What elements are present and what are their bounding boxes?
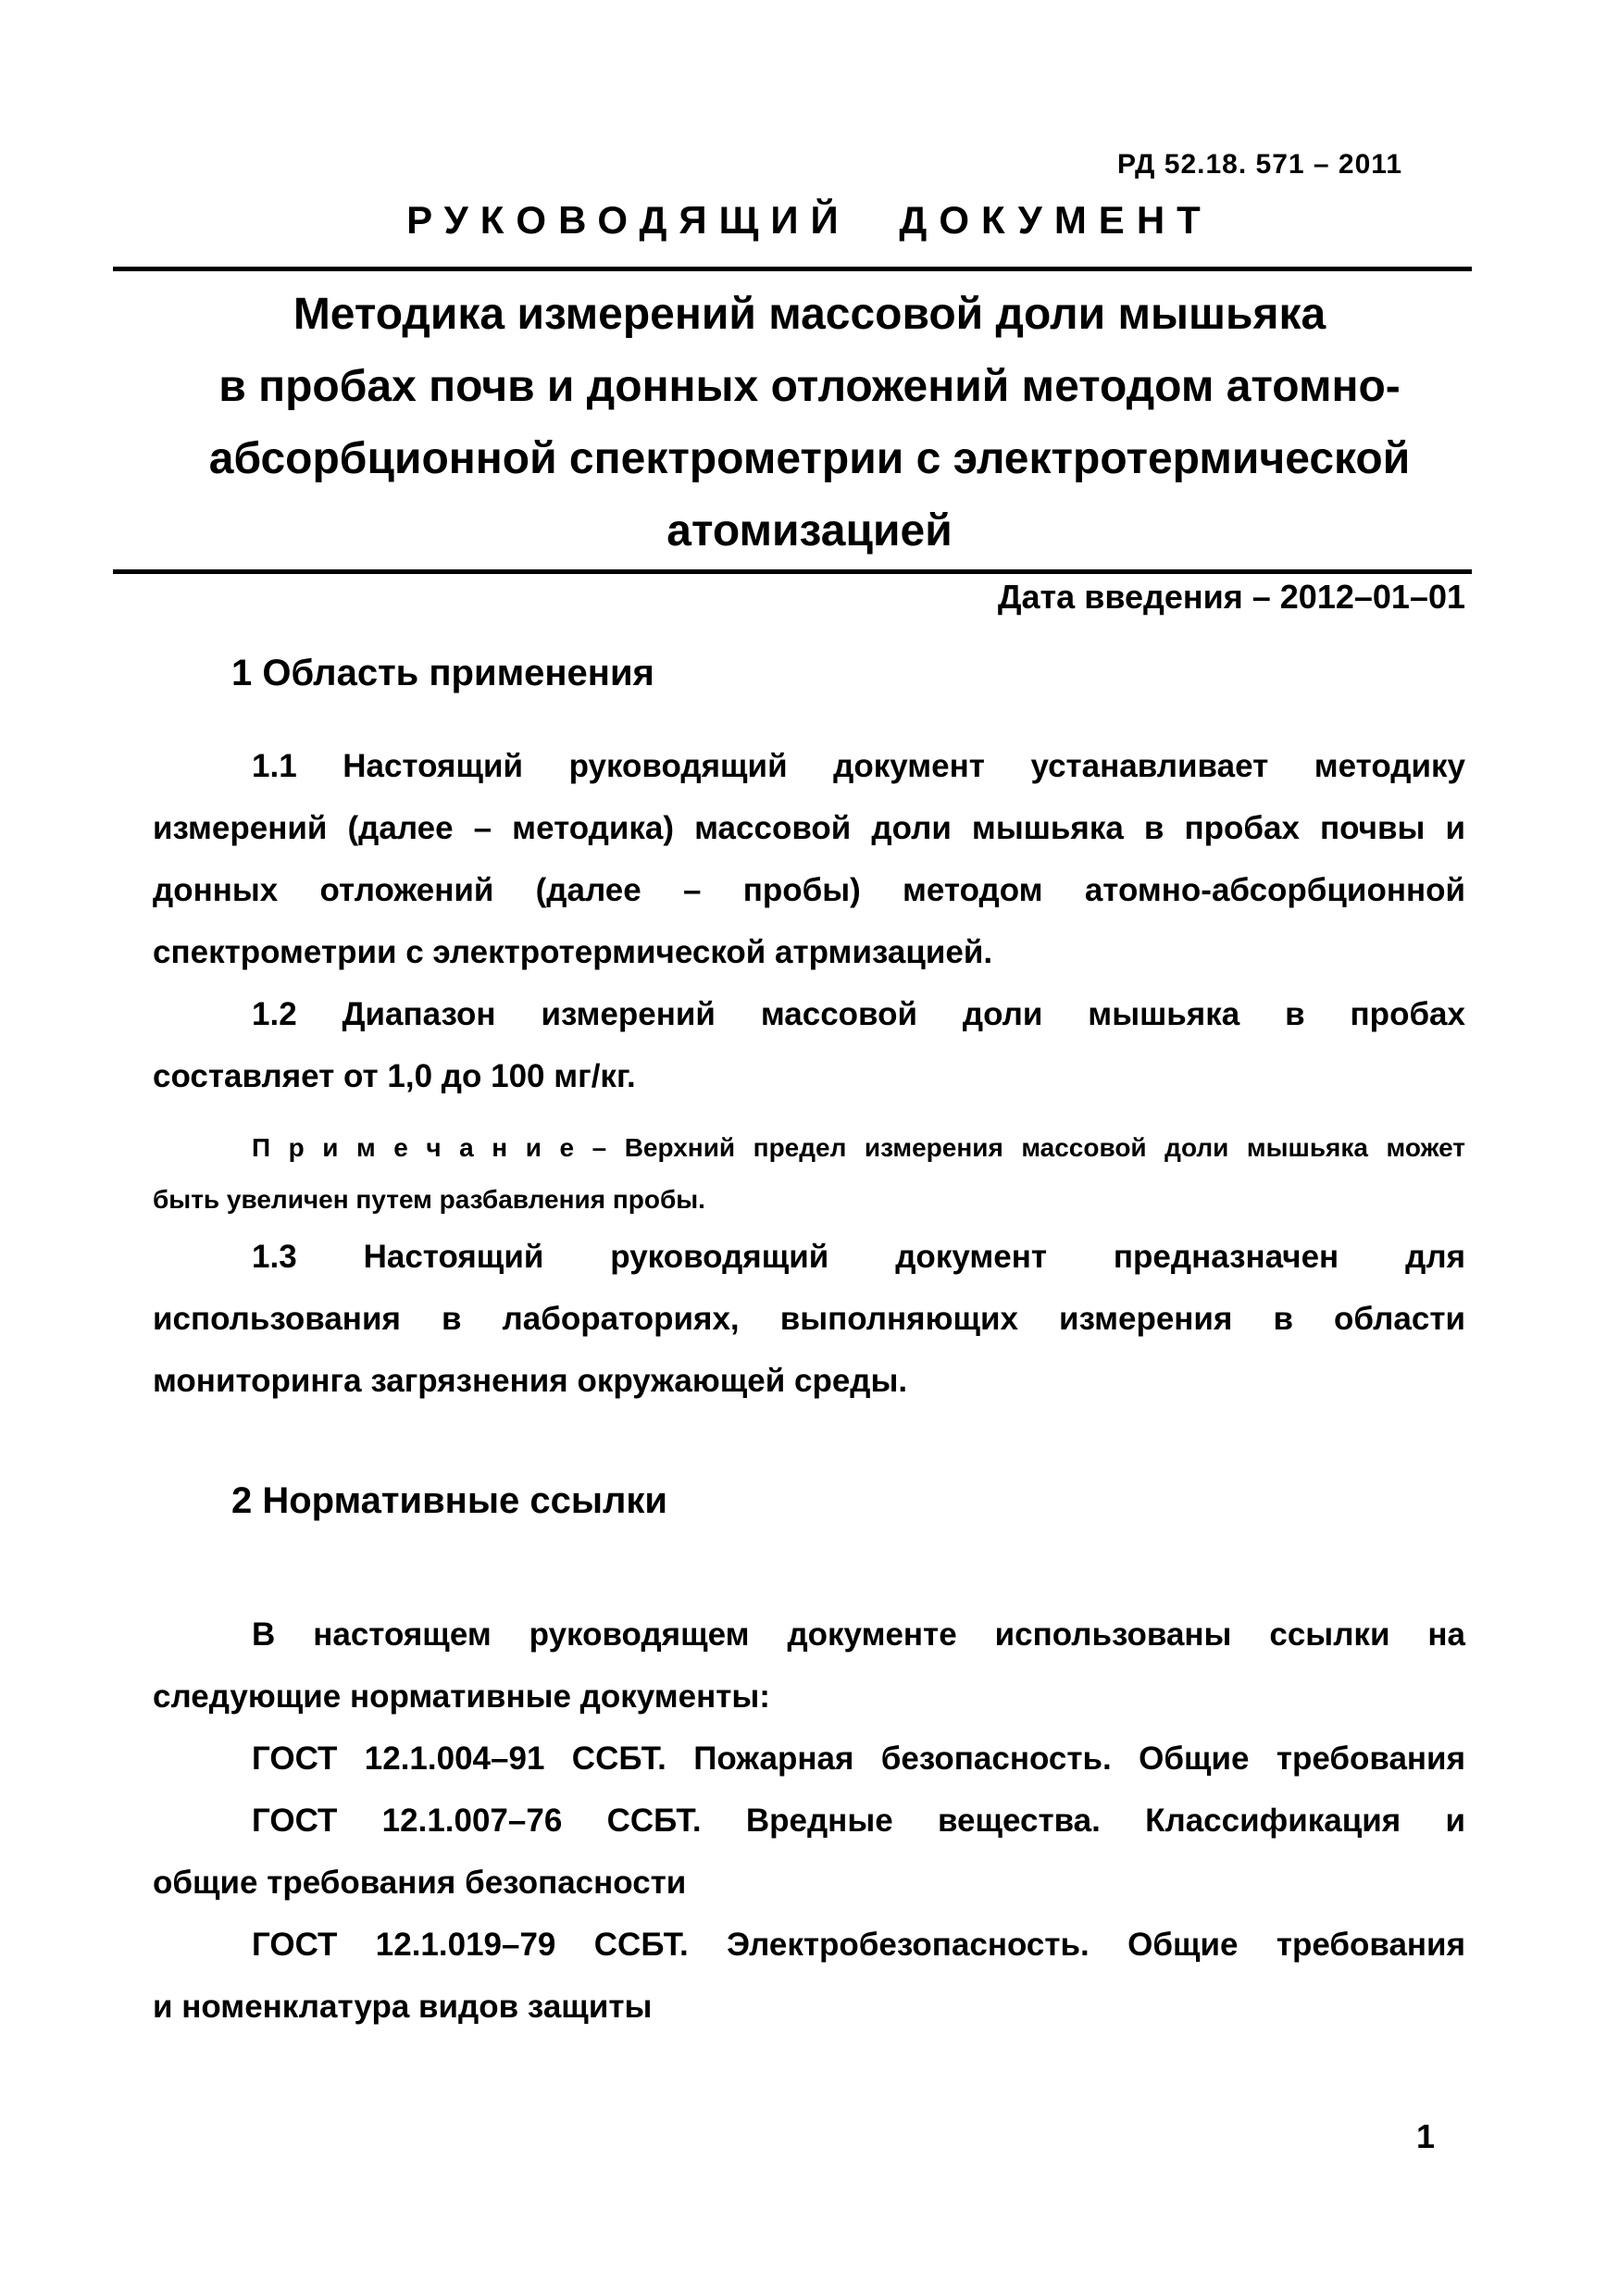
paragraph-1-2: [153, 983, 1465, 1107]
note-paragraph: [153, 1122, 1465, 1226]
paragraph-1-1: [153, 735, 1465, 983]
paragraph-line: 1.2 Диапазон измерений массовой доли мышьяка в пробах: [252, 996, 1465, 1032]
paragraph-line: мониторинга загрязнения окружающей среды.: [153, 1363, 908, 1399]
paragraph-line: В настоящем руководящем документе использованы ссылки на: [252, 1616, 1465, 1653]
paragraph-line: спектрометрии с электротермической атрмизацией.: [153, 934, 993, 970]
note-line: П р и м е ч а н и е – Верхний предел измерения массовой доли мышьяка может: [252, 1133, 1465, 1162]
document-title: [0, 279, 1619, 568]
title-line: абсорбционной спектрометрии с электротермической: [208, 434, 1411, 483]
paragraph-line: и номенклатура видов защиты: [153, 1989, 653, 2025]
references-intro-paragraph: [153, 1603, 1465, 1728]
effective-date: Дата введения – 2012–01–01: [997, 578, 1465, 616]
paragraph-line: донных отложений (далее – пробы) методом атомно-абсорбционной: [153, 872, 1465, 908]
page-number: 1: [1415, 2117, 1435, 2155]
doc-code: РД 52.18. 571 – 2011: [1116, 149, 1402, 180]
note-line: быть увеличен путем разбавления пробы.: [153, 1185, 705, 1214]
title-line: в пробах почв и донных отложений методом атомно-: [218, 362, 1401, 411]
paragraph-line: следующие нормативные документы:: [153, 1678, 770, 1715]
gost-reference-item: [153, 1728, 1465, 1790]
horizontal-rule-top: [113, 267, 1472, 271]
section-scope: [0, 652, 1619, 1412]
paragraph-1-3: [153, 1226, 1465, 1412]
paragraph-line: 1.3 Настоящий руководящий документ предназначен для: [252, 1239, 1465, 1275]
paragraph-line: общие требования безопасности: [153, 1865, 687, 1901]
horizontal-rule-bottom: [113, 569, 1472, 574]
gost-reference-item: [153, 1790, 1465, 1914]
title-line: атомизацией: [666, 506, 953, 555]
paragraph-line: ГОСТ 12.1.019–79 ССБТ. Электробезопасность. Общие требования: [252, 1927, 1465, 1963]
paragraph-line: измерений (далее – методика) массовой доли мышьяка в пробах почвы и: [153, 810, 1465, 846]
title-line: Методика измерений массовой доли мышьяка: [293, 290, 1326, 339]
doc-type-heading: РУКОВОДЯЩИЙ ДОКУМЕНТ: [406, 198, 1213, 242]
paragraph-line: ГОСТ 12.1.004–91 ССБТ. Пожарная безопасность. Общие требования: [252, 1741, 1465, 1777]
section-normative-references: [0, 1479, 1619, 2038]
section-1-heading: 1 Область применения: [231, 653, 654, 693]
paragraph-line: составляет от 1,0 до 100 мг/кг.: [153, 1058, 636, 1094]
paragraph-line: ГОСТ 12.1.007–76 ССБТ. Вредные вещества. Классификация и: [252, 1803, 1465, 1839]
paragraph-line: использования в лабораториях, выполняющих измерения в области: [153, 1301, 1465, 1337]
gost-reference-item: [153, 1914, 1465, 2038]
paragraph-line: 1.1 Настоящий руководящий документ устанавливает методику: [252, 748, 1465, 784]
section-2-heading: 2 Нормативные ссылки: [231, 1480, 668, 1521]
